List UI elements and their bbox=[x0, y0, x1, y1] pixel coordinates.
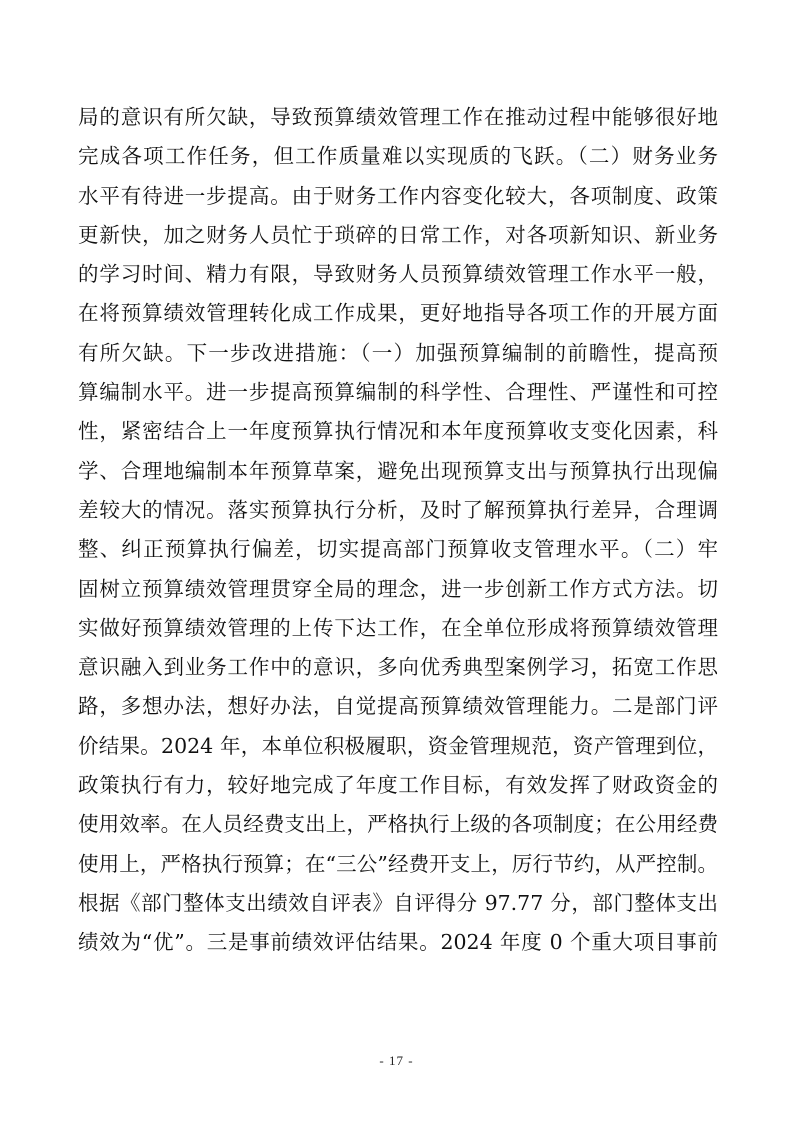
text-line: 算编制水平。进一步提高预算编制的科学性、合理性、严谨性和可控 bbox=[78, 380, 718, 405]
text-line: 绩效为“优”。三是事前绩效评估结果。2024 年度 0 个重大项目事前 bbox=[78, 930, 718, 955]
text-line: 更新快，加之财务人员忙于琐碎的日常工作，对各项新知识、新业务 bbox=[78, 222, 718, 247]
text-line: 局的意识有所欠缺，导致预算绩效管理工作在推动过程中能够很好地 bbox=[78, 105, 718, 129]
text-line: 整、纠正预算执行偏差，切实提高部门预算收支管理水平。（二）牢 bbox=[78, 537, 718, 562]
text-line: 价结果。2024 年，本单位积极履职，资金管理规范，资产管理到位， bbox=[78, 733, 718, 758]
text-line: 实做好预算绩效管理的上传下达工作，在全单位形成将预算绩效管理 bbox=[78, 615, 718, 640]
text-line: 意识融入到业务工作中的意识，多向优秀典型案例学习，拓宽工作思 bbox=[78, 655, 718, 680]
text-line: 水平有待进一步提高。由于财务工作内容变化较大，各项制度、政策 bbox=[78, 183, 718, 208]
text-line: 使用上，严格执行预算；在“三公”经费开支上，厉行节约，从严控制。 bbox=[78, 851, 718, 876]
text-line: 差较大的情况。落实预算执行分析，及时了解预算执行差异，合理调 bbox=[78, 497, 718, 522]
text-line: 固树立预算绩效管理贯穿全局的理念，进一步创新工作方式方法。切 bbox=[78, 576, 718, 601]
text-line: 在将预算绩效管理转化成工作成果，更好地指导各项工作的开展方面 bbox=[78, 301, 718, 326]
text-line: 性，紧密结合上一年度预算执行情况和本年度预算收支变化因素，科 bbox=[78, 419, 718, 444]
body-text bbox=[78, 98, 718, 963]
page-number: - 17 - bbox=[379, 1053, 414, 1068]
text-line: 根据《部门整体支出绩效自评表》自评得分 97.77 分，部门整体支出 bbox=[78, 890, 718, 915]
text-line: 路，多想办法，想好办法，自觉提高预算绩效管理能力。二是部门评 bbox=[78, 694, 718, 719]
text-line: 完成各项工作任务，但工作质量难以实现质的飞跃。（二）财务业务 bbox=[78, 144, 718, 169]
text-line: 学、合理地编制本年预算草案，避免出现预算支出与预算执行出现偏 bbox=[78, 458, 718, 483]
text-line: 有所欠缺。下一步改进措施：（一）加强预算编制的前瞻性，提高预 bbox=[78, 340, 718, 365]
text-line: 使用效率。在人员经费支出上，严格执行上级的各项制度；在公用经费 bbox=[78, 812, 718, 837]
text-line: 政策执行有力，较好地完成了年度工作目标，有效发挥了财政资金的 bbox=[78, 773, 718, 798]
text-line: 的学习时间、精力有限，导致财务人员预算绩效管理工作水平一般， bbox=[78, 262, 718, 287]
